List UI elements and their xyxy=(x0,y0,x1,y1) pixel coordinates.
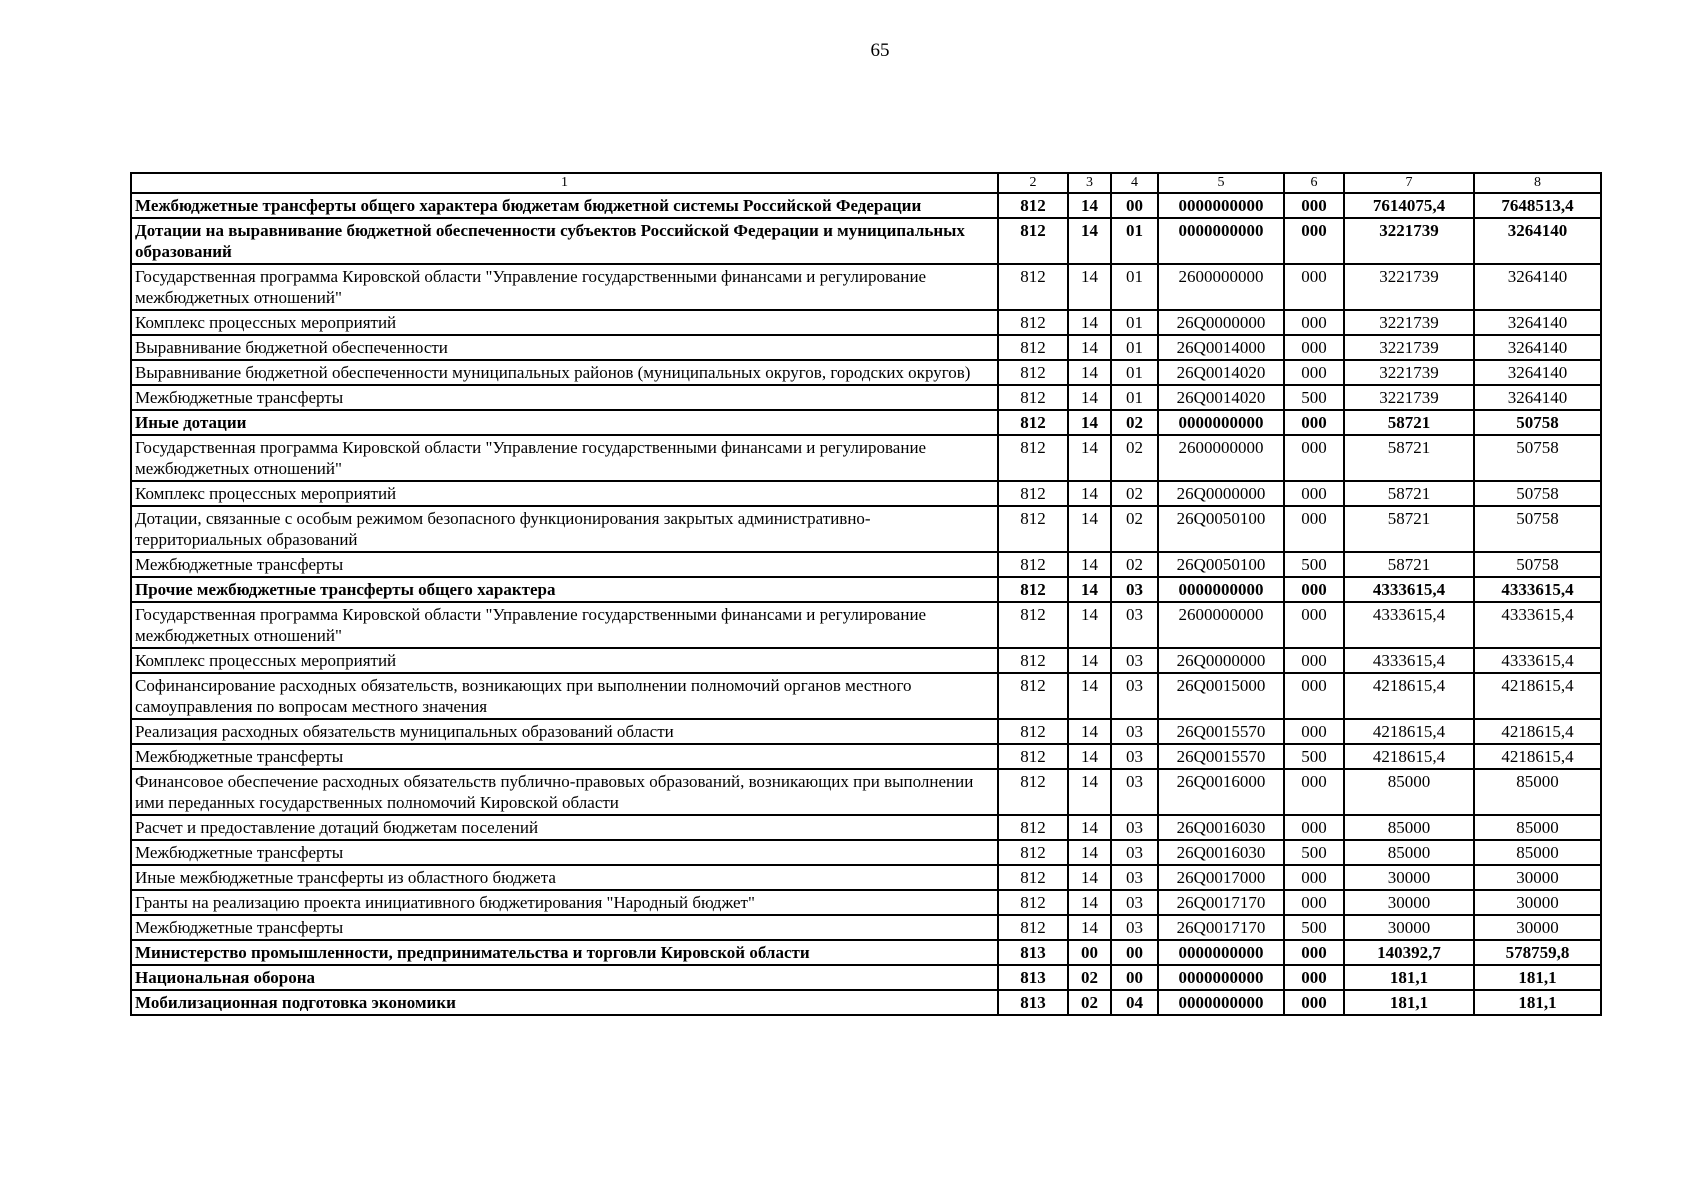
row-section-cell: 14 xyxy=(1068,410,1111,435)
row-amount-1-cell: 85000 xyxy=(1344,840,1474,865)
row-name-cell: Дотации, связанные с особым режимом безопасного функционирования закрытых административно-территориальных образований xyxy=(131,506,998,552)
row-name-cell: Межбюджетные трансферты xyxy=(131,915,998,940)
table-row xyxy=(131,940,1601,965)
row-amount-1-cell: 3221739 xyxy=(1344,385,1474,410)
table-row xyxy=(131,506,1601,552)
row-subsection-cell: 03 xyxy=(1111,890,1158,915)
row-target-cell: 26Q0050100 xyxy=(1158,506,1284,552)
header-cell: 5 xyxy=(1158,173,1284,193)
header-cell: 7 xyxy=(1344,173,1474,193)
row-target-cell: 26Q0000000 xyxy=(1158,481,1284,506)
header-cell: 4 xyxy=(1111,173,1158,193)
row-section-cell: 14 xyxy=(1068,602,1111,648)
row-subsection-cell: 02 xyxy=(1111,506,1158,552)
row-amount-2-cell: 50758 xyxy=(1474,552,1601,577)
row-subsection-cell: 03 xyxy=(1111,673,1158,719)
row-amount-1-cell: 4218615,4 xyxy=(1344,719,1474,744)
row-name-cell: Софинансирование расходных обязательств, возникающих при выполнении полномочий органов местного самоуправления по вопросам местного значения xyxy=(131,673,998,719)
row-type-cell: 000 xyxy=(1284,264,1344,310)
row-target-cell: 2600000000 xyxy=(1158,264,1284,310)
row-type-cell: 500 xyxy=(1284,840,1344,865)
row-amount-1-cell: 3221739 xyxy=(1344,360,1474,385)
row-section-cell: 14 xyxy=(1068,552,1111,577)
row-target-cell: 0000000000 xyxy=(1158,965,1284,990)
row-name-cell: Государственная программа Кировской области "Управление государственными финансами и регулирование межбюджетных отношений" xyxy=(131,435,998,481)
row-section-cell: 14 xyxy=(1068,360,1111,385)
row-type-cell: 000 xyxy=(1284,815,1344,840)
row-amount-1-cell: 4333615,4 xyxy=(1344,577,1474,602)
row-amount-2-cell: 50758 xyxy=(1474,481,1601,506)
row-type-cell: 500 xyxy=(1284,744,1344,769)
row-subsection-cell: 03 xyxy=(1111,719,1158,744)
row-target-cell: 26Q0016030 xyxy=(1158,815,1284,840)
row-target-cell: 26Q0000000 xyxy=(1158,648,1284,673)
row-amount-1-cell: 3221739 xyxy=(1344,218,1474,264)
row-subsection-cell: 03 xyxy=(1111,602,1158,648)
row-name-cell: Выравнивание бюджетной обеспеченности xyxy=(131,335,998,360)
row-section-cell: 00 xyxy=(1068,940,1111,965)
row-subsection-cell: 01 xyxy=(1111,310,1158,335)
row-name-cell: Гранты на реализацию проекта инициативного бюджетирования "Народный бюджет" xyxy=(131,890,998,915)
row-type-cell: 000 xyxy=(1284,360,1344,385)
row-amount-2-cell: 3264140 xyxy=(1474,335,1601,360)
row-code-cell: 812 xyxy=(998,744,1068,769)
row-amount-1-cell: 7614075,4 xyxy=(1344,193,1474,218)
row-amount-2-cell: 7648513,4 xyxy=(1474,193,1601,218)
row-target-cell: 26Q0015000 xyxy=(1158,673,1284,719)
row-amount-2-cell: 30000 xyxy=(1474,890,1601,915)
row-subsection-cell: 03 xyxy=(1111,577,1158,602)
row-amount-2-cell: 3264140 xyxy=(1474,264,1601,310)
row-name-cell: Межбюджетные трансферты xyxy=(131,840,998,865)
row-code-cell: 812 xyxy=(998,915,1068,940)
row-section-cell: 14 xyxy=(1068,744,1111,769)
row-subsection-cell: 02 xyxy=(1111,481,1158,506)
row-name-cell: Расчет и предоставление дотаций бюджетам поселений xyxy=(131,815,998,840)
table-row xyxy=(131,360,1601,385)
row-code-cell: 812 xyxy=(998,602,1068,648)
row-code-cell: 812 xyxy=(998,410,1068,435)
row-subsection-cell: 03 xyxy=(1111,840,1158,865)
row-code-cell: 812 xyxy=(998,815,1068,840)
row-target-cell: 0000000000 xyxy=(1158,410,1284,435)
header-cell: 1 xyxy=(131,173,998,193)
row-section-cell: 14 xyxy=(1068,264,1111,310)
row-target-cell: 0000000000 xyxy=(1158,577,1284,602)
row-type-cell: 000 xyxy=(1284,865,1344,890)
table-row xyxy=(131,815,1601,840)
row-amount-2-cell: 30000 xyxy=(1474,915,1601,940)
row-amount-1-cell: 181,1 xyxy=(1344,990,1474,1015)
row-amount-2-cell: 3264140 xyxy=(1474,360,1601,385)
row-name-cell: Дотации на выравнивание бюджетной обеспеченности субъектов Российской Федерации и муниципальных образований xyxy=(131,218,998,264)
row-amount-2-cell: 85000 xyxy=(1474,840,1601,865)
row-section-cell: 14 xyxy=(1068,435,1111,481)
table-row xyxy=(131,744,1601,769)
row-target-cell: 26Q0014020 xyxy=(1158,360,1284,385)
row-code-cell: 812 xyxy=(998,481,1068,506)
row-code-cell: 813 xyxy=(998,940,1068,965)
row-type-cell: 000 xyxy=(1284,410,1344,435)
row-section-cell: 14 xyxy=(1068,769,1111,815)
row-target-cell: 0000000000 xyxy=(1158,990,1284,1015)
row-amount-1-cell: 58721 xyxy=(1344,435,1474,481)
table-row xyxy=(131,410,1601,435)
row-subsection-cell: 01 xyxy=(1111,360,1158,385)
table-row xyxy=(131,481,1601,506)
table-row xyxy=(131,769,1601,815)
row-name-cell: Выравнивание бюджетной обеспеченности муниципальных районов (муниципальных округов, городских округов) xyxy=(131,360,998,385)
row-amount-1-cell: 4333615,4 xyxy=(1344,602,1474,648)
row-type-cell: 000 xyxy=(1284,990,1344,1015)
row-code-cell: 813 xyxy=(998,990,1068,1015)
row-type-cell: 000 xyxy=(1284,193,1344,218)
row-type-cell: 000 xyxy=(1284,719,1344,744)
row-name-cell: Комплекс процессных мероприятий xyxy=(131,481,998,506)
row-amount-2-cell: 578759,8 xyxy=(1474,940,1601,965)
row-type-cell: 000 xyxy=(1284,310,1344,335)
row-amount-1-cell: 3221739 xyxy=(1344,310,1474,335)
row-code-cell: 812 xyxy=(998,335,1068,360)
row-amount-2-cell: 50758 xyxy=(1474,410,1601,435)
row-amount-2-cell: 50758 xyxy=(1474,506,1601,552)
table-row xyxy=(131,335,1601,360)
row-type-cell: 000 xyxy=(1284,940,1344,965)
row-amount-2-cell: 30000 xyxy=(1474,865,1601,890)
row-target-cell: 26Q0050100 xyxy=(1158,552,1284,577)
row-amount-1-cell: 4218615,4 xyxy=(1344,673,1474,719)
row-code-cell: 812 xyxy=(998,385,1068,410)
row-amount-1-cell: 4218615,4 xyxy=(1344,744,1474,769)
table-row xyxy=(131,385,1601,410)
row-amount-2-cell: 3264140 xyxy=(1474,310,1601,335)
row-amount-1-cell: 140392,7 xyxy=(1344,940,1474,965)
row-target-cell: 26Q0016000 xyxy=(1158,769,1284,815)
row-amount-2-cell: 181,1 xyxy=(1474,990,1601,1015)
row-subsection-cell: 00 xyxy=(1111,193,1158,218)
row-amount-2-cell: 3264140 xyxy=(1474,385,1601,410)
row-code-cell: 812 xyxy=(998,840,1068,865)
table-row xyxy=(131,648,1601,673)
page-number: 65 xyxy=(870,40,890,61)
table-row xyxy=(131,719,1601,744)
row-section-cell: 14 xyxy=(1068,218,1111,264)
row-section-cell: 14 xyxy=(1068,815,1111,840)
row-section-cell: 14 xyxy=(1068,719,1111,744)
row-name-cell: Комплекс процессных мероприятий xyxy=(131,310,998,335)
row-amount-2-cell: 181,1 xyxy=(1474,965,1601,990)
row-type-cell: 500 xyxy=(1284,915,1344,940)
row-name-cell: Комплекс процессных мероприятий xyxy=(131,648,998,673)
row-amount-2-cell: 4218615,4 xyxy=(1474,673,1601,719)
row-type-cell: 500 xyxy=(1284,385,1344,410)
row-section-cell: 14 xyxy=(1068,840,1111,865)
row-amount-1-cell: 58721 xyxy=(1344,410,1474,435)
row-name-cell: Финансовое обеспечение расходных обязательств публично-правовых образований, возникающих при выполнении ими переданных государственных полномочий Кировской области xyxy=(131,769,998,815)
header-cell: 6 xyxy=(1284,173,1344,193)
row-subsection-cell: 00 xyxy=(1111,940,1158,965)
row-amount-2-cell: 50758 xyxy=(1474,435,1601,481)
row-target-cell: 0000000000 xyxy=(1158,193,1284,218)
row-target-cell: 26Q0014020 xyxy=(1158,385,1284,410)
row-type-cell: 500 xyxy=(1284,552,1344,577)
row-subsection-cell: 01 xyxy=(1111,335,1158,360)
row-code-cell: 812 xyxy=(998,865,1068,890)
row-section-cell: 14 xyxy=(1068,865,1111,890)
row-code-cell: 812 xyxy=(998,769,1068,815)
row-subsection-cell: 03 xyxy=(1111,865,1158,890)
row-type-cell: 000 xyxy=(1284,602,1344,648)
table-row xyxy=(131,193,1601,218)
table-row xyxy=(131,990,1601,1015)
row-code-cell: 812 xyxy=(998,264,1068,310)
row-code-cell: 812 xyxy=(998,648,1068,673)
row-type-cell: 000 xyxy=(1284,965,1344,990)
table-row xyxy=(131,435,1601,481)
row-section-cell: 14 xyxy=(1068,890,1111,915)
row-amount-1-cell: 4333615,4 xyxy=(1344,648,1474,673)
table-body xyxy=(131,173,1601,1015)
row-name-cell: Прочие межбюджетные трансферты общего характера xyxy=(131,577,998,602)
table-row xyxy=(131,915,1601,940)
row-amount-1-cell: 30000 xyxy=(1344,915,1474,940)
row-subsection-cell: 04 xyxy=(1111,990,1158,1015)
row-target-cell: 2600000000 xyxy=(1158,435,1284,481)
budget-table xyxy=(130,172,1602,1016)
row-code-cell: 812 xyxy=(998,719,1068,744)
row-type-cell: 000 xyxy=(1284,218,1344,264)
row-amount-1-cell: 181,1 xyxy=(1344,965,1474,990)
row-section-cell: 14 xyxy=(1068,481,1111,506)
row-name-cell: Межбюджетные трансферты общего характера бюджетам бюджетной системы Российской Федерации xyxy=(131,193,998,218)
row-subsection-cell: 02 xyxy=(1111,552,1158,577)
table-row xyxy=(131,865,1601,890)
row-subsection-cell: 01 xyxy=(1111,218,1158,264)
header-cell: 2 xyxy=(998,173,1068,193)
row-amount-1-cell: 58721 xyxy=(1344,481,1474,506)
row-code-cell: 812 xyxy=(998,890,1068,915)
row-amount-2-cell: 4218615,4 xyxy=(1474,719,1601,744)
row-subsection-cell: 03 xyxy=(1111,915,1158,940)
row-amount-2-cell: 4333615,4 xyxy=(1474,577,1601,602)
row-type-cell: 000 xyxy=(1284,648,1344,673)
row-section-cell: 02 xyxy=(1068,965,1111,990)
row-subsection-cell: 02 xyxy=(1111,410,1158,435)
row-code-cell: 812 xyxy=(998,506,1068,552)
row-target-cell: 26Q0017170 xyxy=(1158,890,1284,915)
row-amount-1-cell: 30000 xyxy=(1344,890,1474,915)
row-code-cell: 812 xyxy=(998,577,1068,602)
row-code-cell: 812 xyxy=(998,360,1068,385)
table-row xyxy=(131,890,1601,915)
row-section-cell: 14 xyxy=(1068,577,1111,602)
table-row xyxy=(131,264,1601,310)
row-code-cell: 812 xyxy=(998,193,1068,218)
table-row xyxy=(131,552,1601,577)
row-code-cell: 812 xyxy=(998,435,1068,481)
table-row xyxy=(131,840,1601,865)
row-target-cell: 26Q0000000 xyxy=(1158,310,1284,335)
row-amount-2-cell: 3264140 xyxy=(1474,218,1601,264)
row-subsection-cell: 03 xyxy=(1111,815,1158,840)
row-amount-2-cell: 85000 xyxy=(1474,769,1601,815)
row-type-cell: 000 xyxy=(1284,769,1344,815)
row-name-cell: Иные межбюджетные трансферты из областного бюджета xyxy=(131,865,998,890)
row-name-cell: Межбюджетные трансферты xyxy=(131,744,998,769)
table-row xyxy=(131,965,1601,990)
row-type-cell: 000 xyxy=(1284,890,1344,915)
row-target-cell: 26Q0014000 xyxy=(1158,335,1284,360)
row-name-cell: Реализация расходных обязательств муниципальных образований области xyxy=(131,719,998,744)
row-amount-1-cell: 58721 xyxy=(1344,506,1474,552)
row-subsection-cell: 01 xyxy=(1111,385,1158,410)
row-section-cell: 14 xyxy=(1068,673,1111,719)
row-section-cell: 14 xyxy=(1068,506,1111,552)
row-section-cell: 14 xyxy=(1068,193,1111,218)
row-type-cell: 000 xyxy=(1284,577,1344,602)
row-type-cell: 000 xyxy=(1284,435,1344,481)
row-subsection-cell: 03 xyxy=(1111,648,1158,673)
row-code-cell: 812 xyxy=(998,218,1068,264)
row-section-cell: 14 xyxy=(1068,310,1111,335)
row-code-cell: 813 xyxy=(998,965,1068,990)
row-subsection-cell: 03 xyxy=(1111,744,1158,769)
row-name-cell: Иные дотации xyxy=(131,410,998,435)
row-amount-1-cell: 3221739 xyxy=(1344,335,1474,360)
row-amount-1-cell: 85000 xyxy=(1344,815,1474,840)
table-row xyxy=(131,673,1601,719)
row-section-cell: 14 xyxy=(1068,915,1111,940)
row-target-cell: 0000000000 xyxy=(1158,218,1284,264)
row-section-cell: 14 xyxy=(1068,648,1111,673)
row-target-cell: 26Q0017000 xyxy=(1158,865,1284,890)
row-subsection-cell: 01 xyxy=(1111,264,1158,310)
table-row xyxy=(131,310,1601,335)
table-row xyxy=(131,577,1601,602)
row-subsection-cell: 03 xyxy=(1111,769,1158,815)
row-name-cell: Государственная программа Кировской области "Управление государственными финансами и регулирование межбюджетных отношений" xyxy=(131,264,998,310)
row-amount-2-cell: 4218615,4 xyxy=(1474,744,1601,769)
row-target-cell: 26Q0017170 xyxy=(1158,915,1284,940)
row-amount-2-cell: 85000 xyxy=(1474,815,1601,840)
row-type-cell: 000 xyxy=(1284,335,1344,360)
row-target-cell: 26Q0015570 xyxy=(1158,719,1284,744)
row-name-cell: Межбюджетные трансферты xyxy=(131,385,998,410)
row-amount-1-cell: 3221739 xyxy=(1344,264,1474,310)
row-type-cell: 000 xyxy=(1284,506,1344,552)
row-code-cell: 812 xyxy=(998,310,1068,335)
row-type-cell: 000 xyxy=(1284,673,1344,719)
header-cell: 8 xyxy=(1474,173,1601,193)
row-section-cell: 14 xyxy=(1068,335,1111,360)
row-target-cell: 26Q0015570 xyxy=(1158,744,1284,769)
column-number-header-row xyxy=(131,173,1601,193)
row-amount-2-cell: 4333615,4 xyxy=(1474,602,1601,648)
row-amount-1-cell: 58721 xyxy=(1344,552,1474,577)
table-row xyxy=(131,602,1601,648)
row-code-cell: 812 xyxy=(998,673,1068,719)
row-subsection-cell: 02 xyxy=(1111,435,1158,481)
row-name-cell: Межбюджетные трансферты xyxy=(131,552,998,577)
row-subsection-cell: 00 xyxy=(1111,965,1158,990)
row-name-cell: Национальная оборона xyxy=(131,965,998,990)
table-row xyxy=(131,218,1601,264)
header-cell: 3 xyxy=(1068,173,1111,193)
row-amount-1-cell: 30000 xyxy=(1344,865,1474,890)
row-name-cell: Министерство промышленности, предпринимательства и торговли Кировской области xyxy=(131,940,998,965)
row-name-cell: Государственная программа Кировской области "Управление государственными финансами и регулирование межбюджетных отношений" xyxy=(131,602,998,648)
row-type-cell: 000 xyxy=(1284,481,1344,506)
row-target-cell: 0000000000 xyxy=(1158,940,1284,965)
row-amount-1-cell: 85000 xyxy=(1344,769,1474,815)
row-name-cell: Мобилизационная подготовка экономики xyxy=(131,990,998,1015)
row-section-cell: 02 xyxy=(1068,990,1111,1015)
row-amount-2-cell: 4333615,4 xyxy=(1474,648,1601,673)
row-target-cell: 2600000000 xyxy=(1158,602,1284,648)
row-code-cell: 812 xyxy=(998,552,1068,577)
row-section-cell: 14 xyxy=(1068,385,1111,410)
row-target-cell: 26Q0016030 xyxy=(1158,840,1284,865)
